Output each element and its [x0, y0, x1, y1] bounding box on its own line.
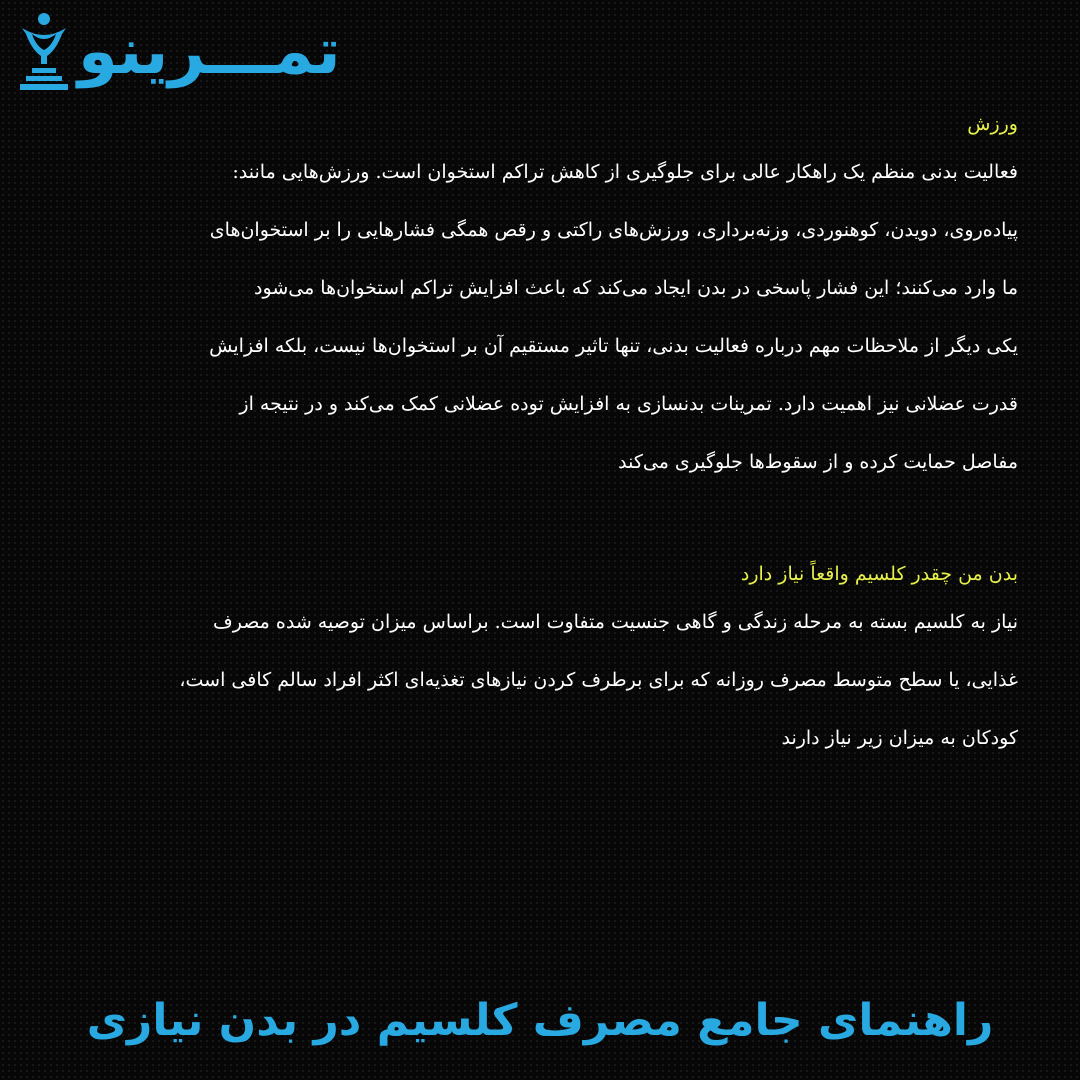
- paragraph-line: غذایی، یا سطح متوسط مصرف روزانه که برای برطرف کردن نیازهای تغذیه‌ای اکثر افراد سالم کافی است،: [179, 669, 1018, 691]
- paragraph-line: مفاصل حمایت کرده و از سقوط‌ها جلوگیری می‌کند: [618, 451, 1018, 473]
- article-content: [52, 98, 1018, 774]
- paragraph-line: فعالیت بدنی منظم یک راهکار عالی برای جلوگیری از کاهش تراکم استخوان است. ورزش‌هایی مانند:: [232, 161, 1018, 183]
- trophy-cup-icon: [18, 12, 70, 94]
- section-calcium-need: [52, 548, 1018, 774]
- paragraph-line: پیاده‌روی، دویدن، کوهنوردی، وزنه‌برداری، ورزش‌های راکتی و رقص همگی فشارهایی را بر استخوان‌های: [209, 219, 1018, 241]
- paragraph-line: قدرت عضلانی نیز اهمیت دارد. تمرینات بدنسازی به افزایش توده عضلانی کمک می‌کند و در نتیجه از: [239, 393, 1018, 415]
- footer-title: راهنمای جامع مصرف کلسیم در بدن نیازی: [86, 995, 994, 1046]
- section-spacer: [52, 498, 1018, 548]
- brand-name: تمـــرینو: [78, 15, 341, 89]
- paragraph-line: نیاز به کلسیم بسته به مرحله زندگی و گاهی جنسیت متفاوت است. براساس میزان توصیه شده مصرف: [213, 611, 1018, 633]
- section-heading: بدن من چقدر کلسیم واقعاً نیاز دارد: [740, 563, 1018, 585]
- paragraph-line: ما وارد می‌کنند؛ این فشار پاسخی در بدن ایجاد می‌کند که باعث افزایش تراکم استخوان‌ها می‌شود: [254, 277, 1018, 299]
- section-exercise: [52, 98, 1018, 498]
- paragraph-line: یکی دیگر از ملاحظات مهم درباره فعالیت بدنی، تنها تاثیر مستقیم آن بر استخوان‌ها نیست، بلکه افزایش: [209, 335, 1018, 357]
- brand-logo: [18, 12, 341, 94]
- paragraph-line: کودکان به میزان زیر نیاز دارند: [781, 727, 1018, 749]
- section-heading: ورزش: [967, 113, 1018, 135]
